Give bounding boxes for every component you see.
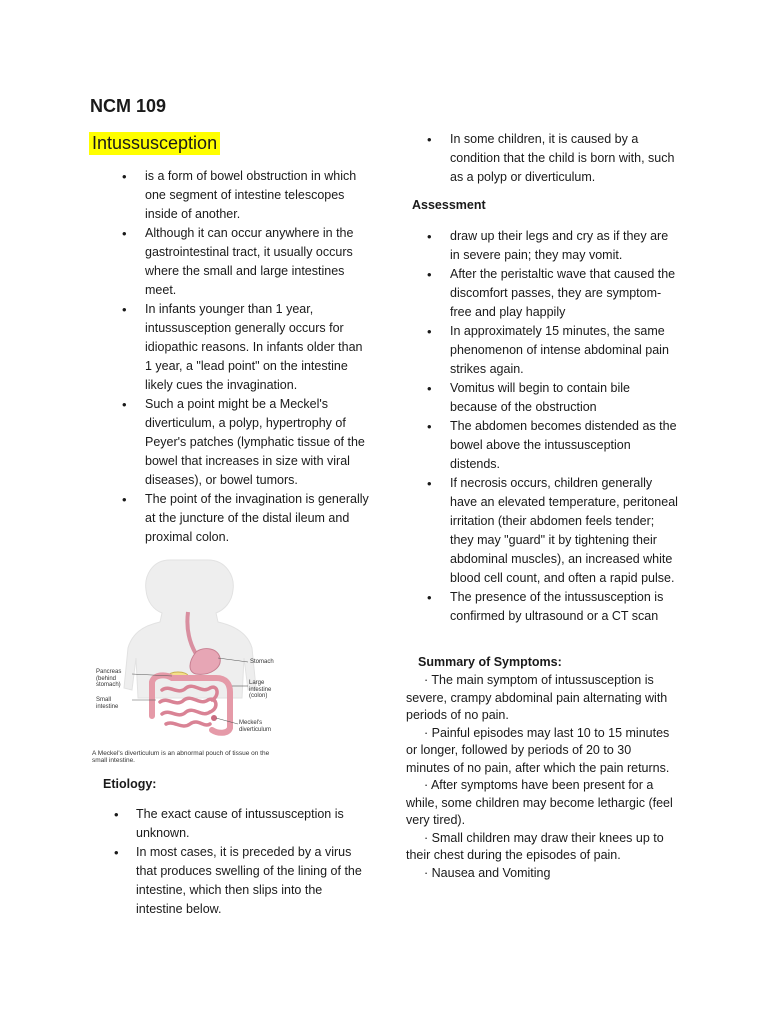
assessment-heading: Assessment — [412, 198, 486, 212]
summary-heading: Summary of Symptoms: — [418, 655, 562, 669]
bullet-glyph: • — [122, 169, 127, 184]
bullet-glyph: • — [114, 807, 119, 822]
list-item — [425, 130, 680, 187]
bullet-glyph: • — [122, 302, 127, 317]
summary-paragraph: · Small children may draw their knees up to their chest during the episodes of pain. — [406, 830, 664, 862]
list-item — [425, 417, 680, 474]
list-item-text: In most cases, it is preceded by a virus that produces swelling of the lining of the intestine, which then slips into the intestine below. — [136, 845, 362, 916]
list-item — [120, 395, 370, 490]
list-item-text: The point of the invagination is generally at the juncture of the distal ileum and proximal colon. — [145, 492, 369, 544]
list-item-text: In approximately 15 minutes, the same phenomenon of intense abdominal pain strikes again. — [450, 324, 669, 376]
bullet-glyph: • — [122, 397, 127, 412]
bullet-glyph: • — [427, 419, 432, 434]
list-item-text: After the peristaltic wave that caused the discomfort passes, they are symptom-free and play happily — [450, 267, 676, 319]
list-item — [120, 300, 370, 395]
list-item-text: is a form of bowel obstruction in which one segment of intestine telescopes inside of another. — [145, 169, 357, 221]
list-item — [425, 588, 680, 626]
summary-paragraph: · The main symptom of intussusception is severe, crampy abdominal pain alternating with periods of no pain. — [406, 673, 668, 722]
summary-paragraph: · After symptoms have been present for a while, some children may become lethargic (feel very tired). — [406, 778, 673, 827]
list-item-text: Vomitus will begin to contain bile because of the obstruction — [450, 381, 630, 414]
list-item-text: The presence of the intussusception is confirmed by ultrasound or a CT scan — [450, 590, 664, 623]
bullet-glyph: • — [114, 845, 119, 860]
label-meckels-diverticulum: Meckel's diverticulum — [239, 720, 272, 733]
list-item-text: If necrosis occurs, children generally have an elevated temperature, peritoneal irritation (their abdomen feels tender; they may "guard" it by tightening their abdominal muscles), an increased white blood cell count, and often a rapid pulse. — [450, 476, 678, 585]
bullet-glyph: • — [427, 476, 432, 491]
anatomy-figure — [92, 558, 282, 768]
list-item-text: In infants younger than 1 year, intussusception generally occurs for idiopathic reasons. In infants older than 1 year, a "lead point" on the intestine likely cues the invagination. — [145, 302, 363, 392]
list-item — [120, 167, 370, 224]
list-item-text: draw up their legs and cry as if they are in severe pain; they may vomit. — [450, 229, 669, 262]
assessment-list — [425, 227, 680, 626]
bullet-glyph: • — [427, 229, 432, 244]
list-item-text: Such a point might be a Meckel's diverticulum, a polyp, hypertrophy of Peyer's patches (lymphatic tissue of the bowel that increases in size with viral diseases), or bowel tumors. — [145, 397, 365, 487]
list-item — [425, 474, 680, 588]
list-item — [425, 322, 680, 379]
etiology-heading: Etiology: — [103, 777, 157, 791]
list-item — [112, 805, 362, 843]
summary-block — [406, 672, 678, 882]
list-item — [425, 265, 680, 322]
bullet-glyph: • — [427, 132, 432, 147]
etiology-list — [112, 805, 362, 919]
label-large-intestine: Large intestine (colon) — [249, 680, 272, 699]
bullet-glyph: • — [427, 324, 432, 339]
list-item-text: The exact cause of intussusception is unknown. — [136, 807, 344, 840]
list-item-text: In some children, it is caused by a condition that the child is born with, such as a polyp or diverticulum. — [450, 132, 675, 184]
cause-list — [425, 130, 680, 187]
list-item — [425, 379, 680, 417]
list-item — [120, 224, 370, 300]
topic-title: Intussusception — [89, 132, 220, 155]
list-item — [112, 843, 362, 919]
course-code: NCM 109 — [90, 96, 167, 116]
intro-list — [120, 167, 370, 547]
bullet-glyph: • — [122, 226, 127, 241]
label-pancreas: Pancreas (behind stomach) — [96, 669, 122, 688]
summary-paragraph: · Nausea and Vomiting — [424, 865, 551, 880]
bullet-glyph: • — [122, 492, 127, 507]
bullet-glyph: • — [427, 590, 432, 605]
summary-paragraph: · Painful episodes may last 10 to 15 minutes or longer, followed by periods of 20 to 30 minutes of no pain, after which the pain returns. — [406, 725, 670, 775]
label-small-intestine: Small intestine — [96, 697, 119, 710]
list-item — [425, 227, 680, 265]
list-item-text: The abdomen becomes distended as the bowel above the intussusception distends. — [450, 419, 677, 471]
list-item — [120, 490, 370, 547]
bullet-glyph: • — [427, 267, 432, 282]
figure-caption: A Meckel's diverticulum is an abnormal pouch of tissue on the small intestine. — [92, 750, 270, 764]
label-stomach: Stomach — [250, 659, 274, 665]
bullet-glyph: • — [427, 381, 432, 396]
list-item-text: Although it can occur anywhere in the gastrointestinal tract, it usually occurs where the small and large intestines meet. — [145, 226, 354, 297]
